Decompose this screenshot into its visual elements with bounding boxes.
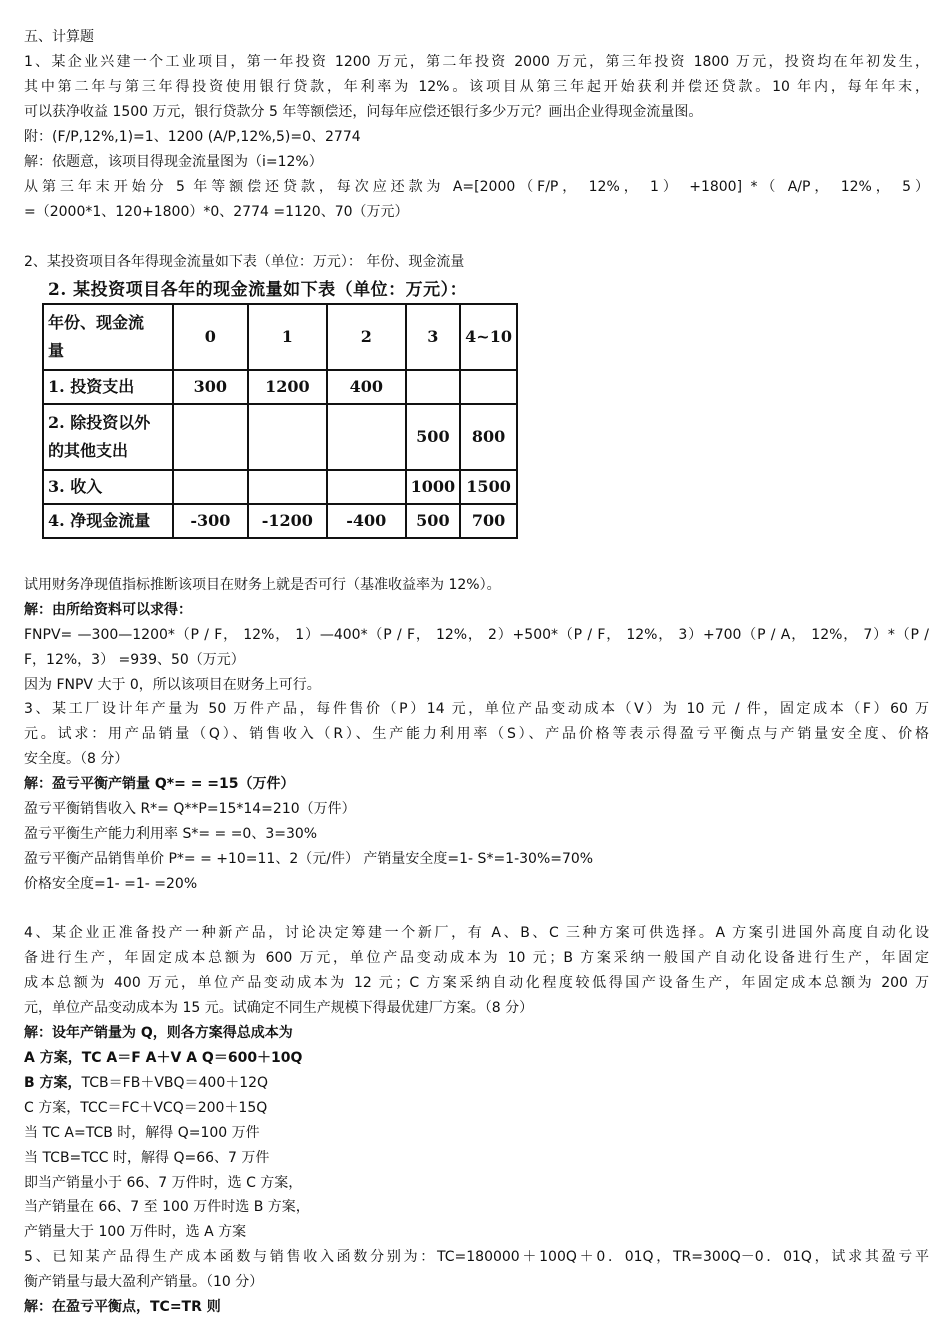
solution-3-text: 盈亏平衡产品销售单价 P*= = +10=11、2（元/件） 产销量安全度=1- S*=1-30%=70% bbox=[24, 851, 594, 867]
table-cell bbox=[460, 370, 517, 404]
solution-1-text: 解：依题意，该项目得现金流量图为（i=12%） bbox=[24, 154, 323, 170]
table-header-cell: 1 bbox=[248, 304, 327, 370]
table-cell: 700 bbox=[460, 504, 517, 538]
table-row bbox=[43, 504, 517, 538]
table-cell: -400 bbox=[327, 504, 406, 538]
problem-5-text: 5、已知某产品得生产成本函数与销售收入函数分别为：TC=180000＋100Q＋0．01Q，TR=300Q－0．01Q，试求其盈亏平 bbox=[24, 1249, 929, 1265]
table-row bbox=[43, 404, 517, 470]
solution-4-text: 即当产销量小于 66、7 万件时，选 C 方案， bbox=[24, 1175, 303, 1191]
solution-3-text: 价格安全度=1- =1- =20% bbox=[24, 876, 198, 892]
solution-4-text: 当产销量在 66、7 至 100 万件时选 B 方案， bbox=[24, 1199, 310, 1215]
solution-4-text: 当 TCB=TCC 时，解得 Q=66、7 万件 bbox=[24, 1150, 270, 1166]
solution-4-text: 当 TC A=TCB 时，解得 Q=100 万件 bbox=[24, 1125, 260, 1141]
problem-3-text: 安全度。（8 分） bbox=[24, 751, 129, 767]
solution-3-text: 盈亏平衡销售收入 R*= Q**P=15*14=210（万件） bbox=[24, 801, 356, 817]
problem-5-text: 衡产销量与最大盈利产销量。（10 分） bbox=[24, 1274, 264, 1290]
table-row bbox=[43, 470, 517, 504]
solution-4-text: C 方案，TCC＝FC＋VCQ＝200＋15Q bbox=[24, 1100, 268, 1116]
row-label: 4. 净现金流量 bbox=[43, 504, 173, 538]
row-label-line: 2. 除投资以外 bbox=[48, 413, 151, 432]
table-cell bbox=[406, 370, 461, 404]
header-line: 量 bbox=[48, 341, 65, 360]
solution-2-heading: 解：由所给资料可以求得： bbox=[24, 602, 192, 618]
problem-4-text: 元，单位产品变动成本为 15 元。试确定不同生产规模下得最优建厂方案。（8 分） bbox=[24, 1000, 534, 1016]
problem-2-question: 试用财务净现值指标推断该项目在财务上就是否可行（基准收益率为 12%）。 bbox=[24, 577, 501, 593]
table-cell: 1500 bbox=[460, 470, 517, 504]
option-b-label: B 方案， bbox=[24, 1075, 82, 1091]
table-cell: 500 bbox=[406, 504, 461, 538]
table-header-cell: 4~10 bbox=[460, 304, 517, 370]
table-title: 2. 某投资项目各年的现金流量如下表（单位：万元）： bbox=[48, 280, 468, 300]
table-cell: 1200 bbox=[248, 370, 327, 404]
table-cell: 1000 bbox=[406, 470, 461, 504]
problem-1-text: 可以获净收益 1500 万元，银行贷款分 5 年等额偿还，问每年应偿还银行多少万元？画出企业得现金流量图。 bbox=[24, 104, 703, 120]
solution-3-text: 解：盈亏平衡产销量 Q*= = =15（万件） bbox=[24, 776, 295, 792]
table-cell bbox=[327, 470, 406, 504]
solution-4-heading: 解：设年产销量为 Q，则各方案得总成本为 bbox=[24, 1025, 293, 1041]
table-cell bbox=[327, 404, 406, 470]
solution-2-formula: F，12%，3） =939、50（万元） bbox=[24, 652, 245, 668]
solution-1-text: 从第三年末开始分 5 年等额偿还贷款，每次应还款为 A=[2000（F/P， 12%， 1） +1800] *（ A/P， 12%， 5） bbox=[24, 179, 929, 195]
table-cell bbox=[248, 470, 327, 504]
section-heading: 五、计算题 bbox=[24, 29, 94, 45]
solution-4-text bbox=[24, 1073, 929, 1095]
problem-4-text: 4、某企业正准备投产一种新产品，讨论决定筹建一个新厂，有 A、B、C 三种方案可供选择。A 方案引进国外高度自动化设 bbox=[24, 925, 929, 941]
solution-4-text: A 方案，TC A＝F A＋V A Q＝600＋10Q bbox=[24, 1050, 303, 1066]
cash-flow-table bbox=[42, 303, 518, 539]
problem-1-text: 其中第二年与第三年得投资使用银行贷款，年利率为 12%。该项目从第三年起开始获利并偿还贷款。10 年内，每年年末， bbox=[24, 79, 929, 95]
row-label: 3. 收入 bbox=[43, 470, 173, 504]
row-label-line: 的其他支出 bbox=[48, 441, 129, 460]
table-cell: 800 bbox=[460, 404, 517, 470]
table-header-row bbox=[43, 304, 517, 370]
problem-3-text: 元。试求：用产品销量（Q）、销售收入（R）、生产能力利用率（S）、产品价格等表示得盈亏平衡点与产销量安全度、价格 bbox=[24, 726, 929, 742]
table-cell: 400 bbox=[327, 370, 406, 404]
problem-4-text: 成本总额为 400 万元，单位产品变动成本为 12 元；C 方案采纳自动化程度较低得国产设备生产，年固定成本总额为 200 万 bbox=[24, 975, 929, 991]
table-header-cell: 2 bbox=[327, 304, 406, 370]
table-cell: 500 bbox=[406, 404, 461, 470]
solution-4-text: 产销量大于 100 万件时，选 A 方案 bbox=[24, 1224, 247, 1240]
row-label: 1. 投资支出 bbox=[43, 370, 173, 404]
problem-4-text: 备进行生产，年固定成本总额为 600 万元，单位产品变动成本为 10 元；B 方案采纳一般国产自动化设备进行生产，年固定 bbox=[24, 950, 929, 966]
solution-2-conclusion: 因为 FNPV 大于 0，所以该项目在财务上可行。 bbox=[24, 677, 321, 693]
problem-2-text: 2、某投资项目各年得现金流量如下表（单位：万元）： 年份、现金流量 bbox=[24, 254, 465, 270]
header-line: 年份、现金流 bbox=[48, 313, 145, 332]
table-cell bbox=[173, 470, 248, 504]
table-header-cell bbox=[43, 304, 173, 370]
table-cell: -300 bbox=[173, 504, 248, 538]
solution-5-heading: 解：在盈亏平衡点，TC=TR 则 bbox=[24, 1299, 221, 1315]
table-cell: -1200 bbox=[248, 504, 327, 538]
solution-1-result: =（2000*1、120+1800）*0、2774 =1120、70（万元） bbox=[24, 204, 409, 220]
table-cell: 300 bbox=[173, 370, 248, 404]
table-cell bbox=[173, 404, 248, 470]
problem-1-text: 1、某企业兴建一个工业项目，第一年投资 1200 万元，第二年投资 2000 万元，第三年投资 1800 万元，投资均在年初发生， bbox=[24, 54, 929, 70]
option-b-formula: TCB＝FB＋VBQ＝400＋12Q bbox=[81, 1075, 269, 1091]
table-cell bbox=[248, 404, 327, 470]
table-row bbox=[43, 370, 517, 404]
problem-3-text: 3、某工厂设计年产量为 50 万件产品，每件售价（P）14 元，单位产品变动成本（V）为 10 元 / 件，固定成本（F）60 万 bbox=[24, 701, 929, 717]
row-label bbox=[43, 404, 173, 470]
cash-flow-table-image bbox=[40, 273, 518, 541]
problem-1-appendix: 附：(F/P,12%,1)=1、1200 (A/P,12%,5)=0、2774 bbox=[24, 129, 361, 145]
solution-2-formula: FNPV= —300—1200*（P / F， 12%， 1）—400*（P / F， 12%， 2）+500*（P / F， 12%， 3）+700（P / A， 12%， 7）*（P / bbox=[24, 627, 929, 643]
table-header-cell: 0 bbox=[173, 304, 248, 370]
table-header-cell: 3 bbox=[406, 304, 461, 370]
solution-3-text: 盈亏平衡生产能力利用率 S*= = =0、3=30% bbox=[24, 826, 318, 842]
